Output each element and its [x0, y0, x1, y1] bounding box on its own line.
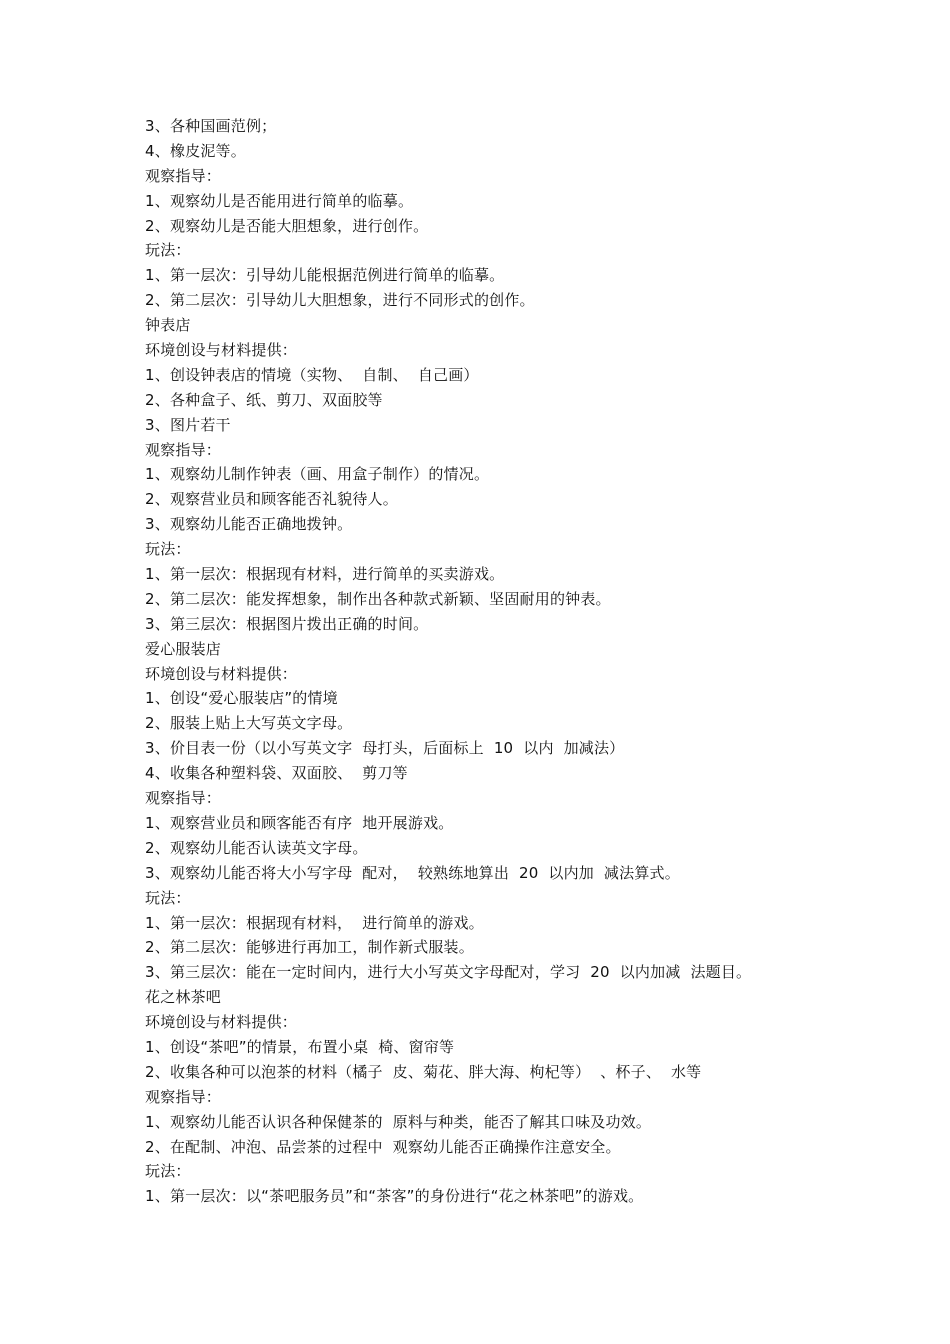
section-heading: 观察指导：	[145, 1087, 222, 1106]
text-line: 2、观察幼儿能否认读英文字母。	[145, 838, 368, 857]
text-line: 2、第二层次：能够进行再加工，制作新式服装。	[145, 938, 474, 957]
document-body	[145, 114, 865, 1209]
text-line: 3、各种国画范例；	[145, 117, 277, 135]
text-line: 2、收集各种可以泡茶的材料（橘子 皮、菊花、胖大海、枸杞等） 、杯子、 水等	[145, 1062, 702, 1081]
text-line: 2、第二层次：引导幼儿大胆想象，进行不同形式的创作。	[145, 291, 535, 310]
area-title: 钟表店	[145, 316, 191, 335]
text-line: 4、收集各种塑料袋、双面胶、 剪刀等	[145, 764, 408, 783]
section-heading: 玩法：	[145, 241, 191, 260]
area-title: 花之林茶吧	[145, 988, 222, 1007]
section-heading: 玩法：	[145, 888, 191, 907]
text-line: 1、创设钟表店的情境（实物、 自制、 自己画）	[145, 365, 479, 384]
text-line: 1、观察幼儿制作钟表（画、用盒子制作）的情况。	[145, 465, 490, 484]
section-heading: 观察指导：	[145, 789, 222, 808]
text-line: 2、观察营业员和顾客能否礼貌待人。	[145, 490, 398, 509]
text-line: 1、第一层次：根据现有材料，进行简单的买卖游戏。	[145, 565, 505, 584]
text-line: 1、观察幼儿能否认识各种保健茶的 原料与种类，能否了解其口味及功效。	[145, 1112, 652, 1131]
text-line: 1、第一层次：根据现有材料， 进行简单的游戏。	[145, 913, 484, 932]
text-line: 1、第一层次：以“茶吧服务员”和“茶客”的身份进行“花之林茶吧”的游戏。	[145, 1187, 644, 1206]
text-line: 3、第三层次：根据图片拨出正确的时间。	[145, 614, 429, 633]
text-line: 2、各种盒子、纸、剪刀、双面胶等	[145, 390, 383, 409]
text-line: 1、创设“茶吧”的情景，布置小桌 椅、窗帘等	[145, 1037, 455, 1056]
text-line: 4、橡皮泥等。	[145, 141, 246, 160]
text-line: 2、观察幼儿是否能大胆想象，进行创作。	[145, 216, 429, 235]
text-line: 2、服装上贴上大写英文字母。	[145, 714, 353, 733]
text-line: 3、价目表一份（以小写英文字 母打头，后面标上 10 以内 加减法）	[145, 739, 625, 758]
section-heading: 玩法：	[145, 540, 191, 559]
text-line: 1、观察幼儿是否能用进行简单的临摹。	[145, 191, 414, 210]
area-title: 爱心服装店	[145, 639, 222, 658]
section-heading: 环境创设与材料提供：	[145, 664, 298, 683]
text-line: 3、观察幼儿能否将大小写字母 配对， 较熟练地算出 20 以内加 减法算式。	[145, 863, 680, 882]
section-heading: 环境创设与材料提供：	[145, 1013, 298, 1032]
section-heading: 环境创设与材料提供：	[145, 341, 298, 360]
text-line: 1、观察营业员和顾客能否有序 地开展游戏。	[145, 813, 454, 832]
text-line: 1、第一层次：引导幼儿能根据范例进行简单的临摹。	[145, 266, 505, 285]
text-line: 3、第三层次：能在一定时间内，进行大小写英文字母配对，学习 20 以内加减 法题目。	[145, 963, 752, 982]
section-heading: 观察指导：	[145, 166, 222, 185]
text-line: 2、在配制、冲泡、品尝茶的过程中 观察幼儿能否正确操作注意安全。	[145, 1137, 621, 1156]
section-heading: 观察指导：	[145, 440, 222, 459]
text-line: 3、观察幼儿能否正确地拨钟。	[145, 515, 353, 534]
text-line: 1、创设“爱心服装店”的情境	[145, 689, 338, 708]
section-heading: 玩法：	[145, 1162, 191, 1181]
text-line: 2、第二层次：能发挥想象，制作出各种款式新颖、坚固耐用的钟表。	[145, 589, 611, 608]
text-line: 3、图片若干	[145, 415, 231, 434]
